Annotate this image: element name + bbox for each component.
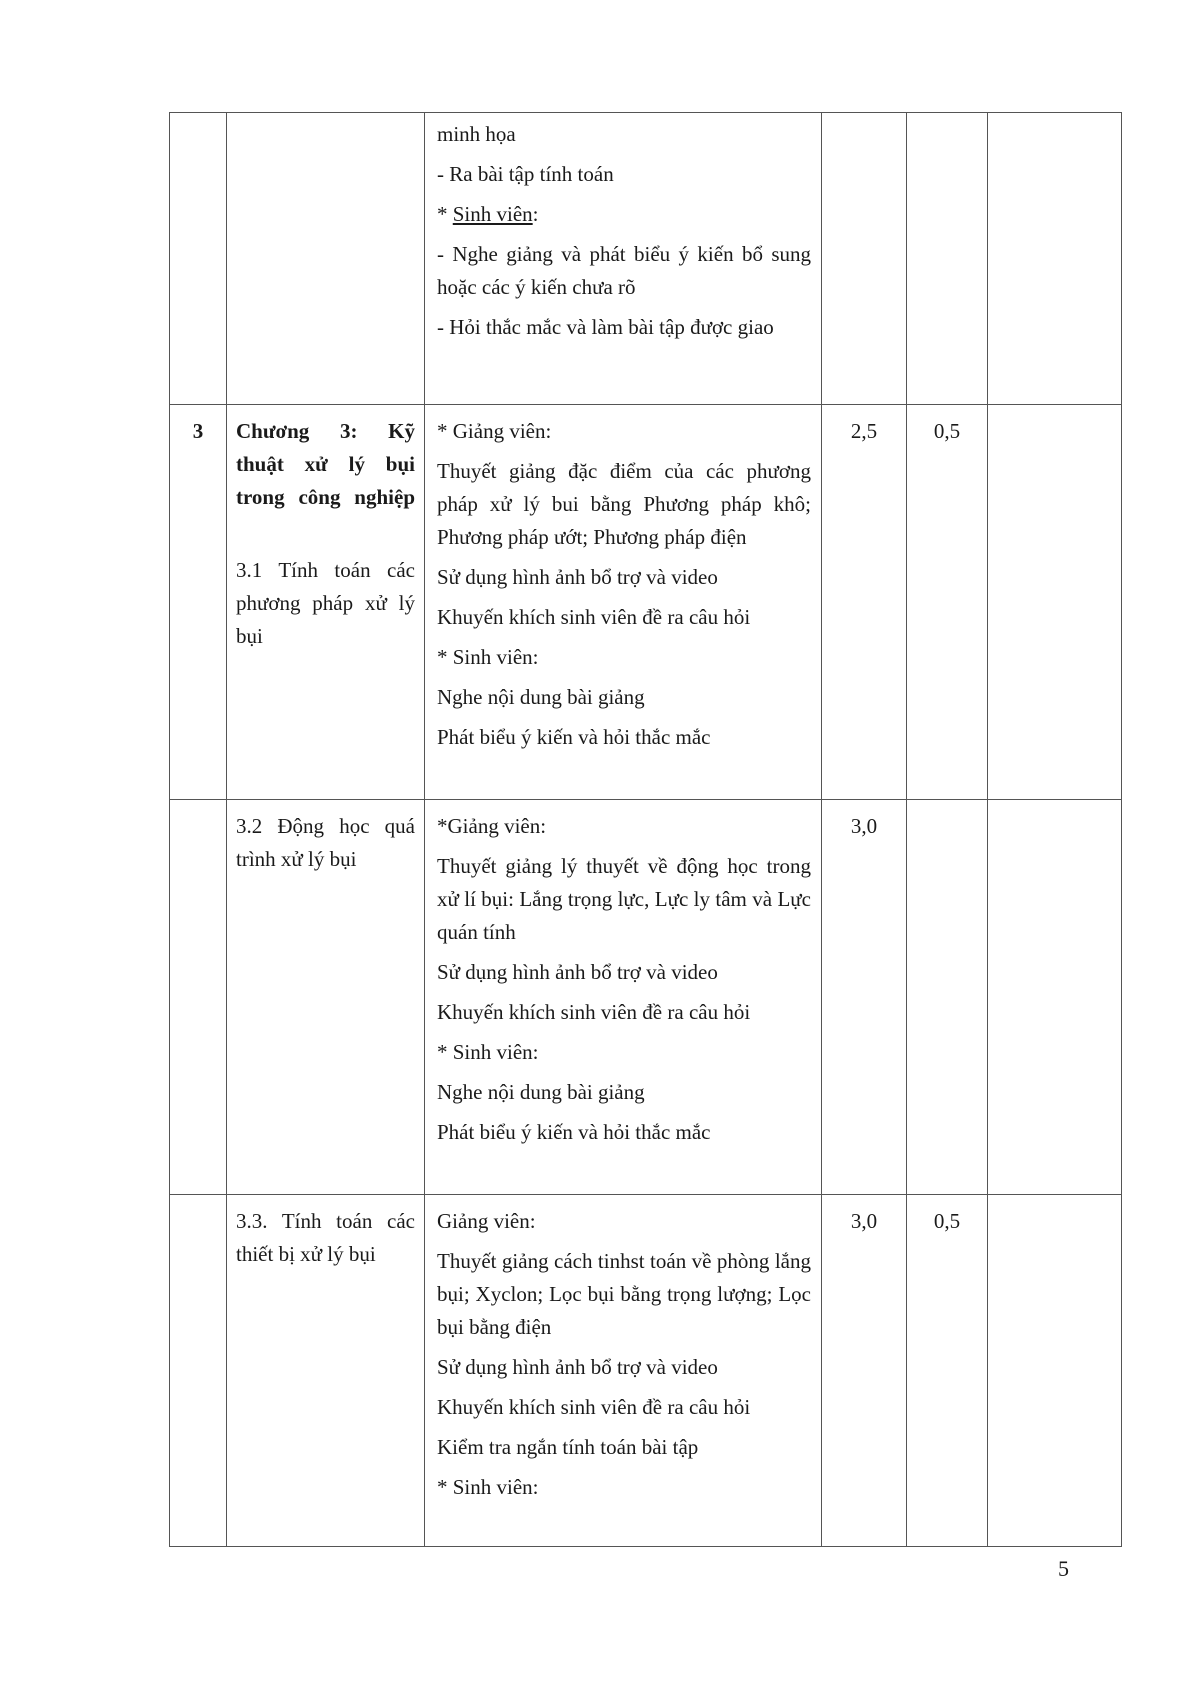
- hours-practice-cell: [907, 800, 988, 1195]
- table-row: [170, 1195, 1122, 1547]
- hours-theory-cell: [822, 113, 907, 405]
- activities-cell: [425, 1195, 822, 1547]
- section-title: 3.3. Tính toán các thiết bị xử lý bụi: [236, 1209, 415, 1266]
- activity-line: Phát biểu ý kiến và hỏi thắc mắc: [437, 1120, 711, 1144]
- activity-line: * Sinh viên:: [437, 1475, 539, 1499]
- activity-line: *Giảng viên:: [437, 814, 547, 838]
- hours-other-cell: [988, 113, 1122, 405]
- activities-cell: [425, 405, 822, 800]
- activity-line: Nghe nội dung bài giảng: [437, 1080, 645, 1104]
- activity-line: - Ra bài tập tính toán: [437, 162, 614, 186]
- topic-cell: [227, 800, 425, 1195]
- topic-cell: [227, 1195, 425, 1547]
- activities-cell: [425, 113, 822, 405]
- row-number-cell: [170, 800, 227, 1195]
- activity-line: Khuyến khích sinh viên đề ra câu hỏi: [437, 1000, 751, 1024]
- activity-line: Thuyết giảng đặc điểm của các phương pháp xử lý bui bằng Phương pháp khô; Phương pháp ướt; Phương pháp điện: [437, 459, 811, 549]
- activity-line: * Sinh viên:: [437, 202, 539, 226]
- activity-line: Khuyến khích sinh viên đề ra câu hỏi: [437, 1395, 751, 1419]
- syllabus-table: [169, 112, 1122, 1547]
- section-title: 3.2 Động học quá trình xử lý bụi: [236, 814, 415, 871]
- activity-line: Thuyết giảng cách tinhst toán về phòng lắng bụi; Xyclon; Lọc bụi bằng trọng lượng; Lọc bụi bằng điện: [437, 1249, 811, 1339]
- chapter-title: Chương 3: Kỹ thuật xử lý bụi trong công nghiệp: [236, 419, 415, 509]
- row-number-cell: [170, 1195, 227, 1547]
- hours-other-cell: [988, 405, 1122, 800]
- activity-line: - Hỏi thắc mắc và làm bài tập được giao: [437, 315, 774, 339]
- topic-cell: [227, 113, 425, 405]
- activity-line: - Nghe giảng và phát biểu ý kiến bổ sung hoặc các ý kiến chưa rõ: [437, 242, 811, 299]
- activity-line: Thuyết giảng lý thuyết về động học trong xử lí bụi: Lắng trọng lực, Lực ly tâm và Lực quán tính: [437, 854, 811, 944]
- activity-line: minh họa: [437, 122, 516, 146]
- activity-line: * Sinh viên:: [437, 1040, 539, 1064]
- activity-line: Phát biểu ý kiến và hỏi thắc mắc: [437, 725, 711, 749]
- activity-line: Kiểm tra ngắn tính toán bài tập: [437, 1435, 699, 1459]
- hours-practice-cell: 0,5: [907, 405, 988, 800]
- page-number: 5: [1058, 1556, 1069, 1581]
- hours-practice-cell: 0,5: [907, 1195, 988, 1547]
- topic-cell: [227, 405, 425, 800]
- table-row: [170, 800, 1122, 1195]
- student-heading: Sinh viên: [452, 202, 533, 226]
- activity-line: Sử dụng hình ảnh bổ trợ và video: [437, 1355, 718, 1379]
- hours-theory-cell: 2,5: [822, 405, 907, 800]
- activity-line: Giảng viên:: [437, 1209, 536, 1233]
- activities-cell: [425, 800, 822, 1195]
- row-number-cell: [170, 113, 227, 405]
- hours-practice-cell: [907, 113, 988, 405]
- hours-other-cell: [988, 800, 1122, 1195]
- table-row: [170, 113, 1122, 405]
- hours-theory-cell: 3,0: [822, 800, 907, 1195]
- activity-line: Sử dụng hình ảnh bổ trợ và video: [437, 960, 718, 984]
- activity-line: * Sinh viên:: [437, 645, 539, 669]
- table-row: [170, 405, 1122, 800]
- hours-other-cell: [988, 1195, 1122, 1547]
- activity-line: * Giảng viên:: [437, 419, 552, 443]
- activity-line: Sử dụng hình ảnh bổ trợ và video: [437, 565, 718, 589]
- activity-line: Khuyến khích sinh viên đề ra câu hỏi: [437, 605, 751, 629]
- hours-theory-cell: 3,0: [822, 1195, 907, 1547]
- row-number-cell: 3: [170, 405, 227, 800]
- activity-line: Nghe nội dung bài giảng: [437, 685, 645, 709]
- section-title: 3.1 Tính toán các phương pháp xử lý bụi: [236, 558, 415, 648]
